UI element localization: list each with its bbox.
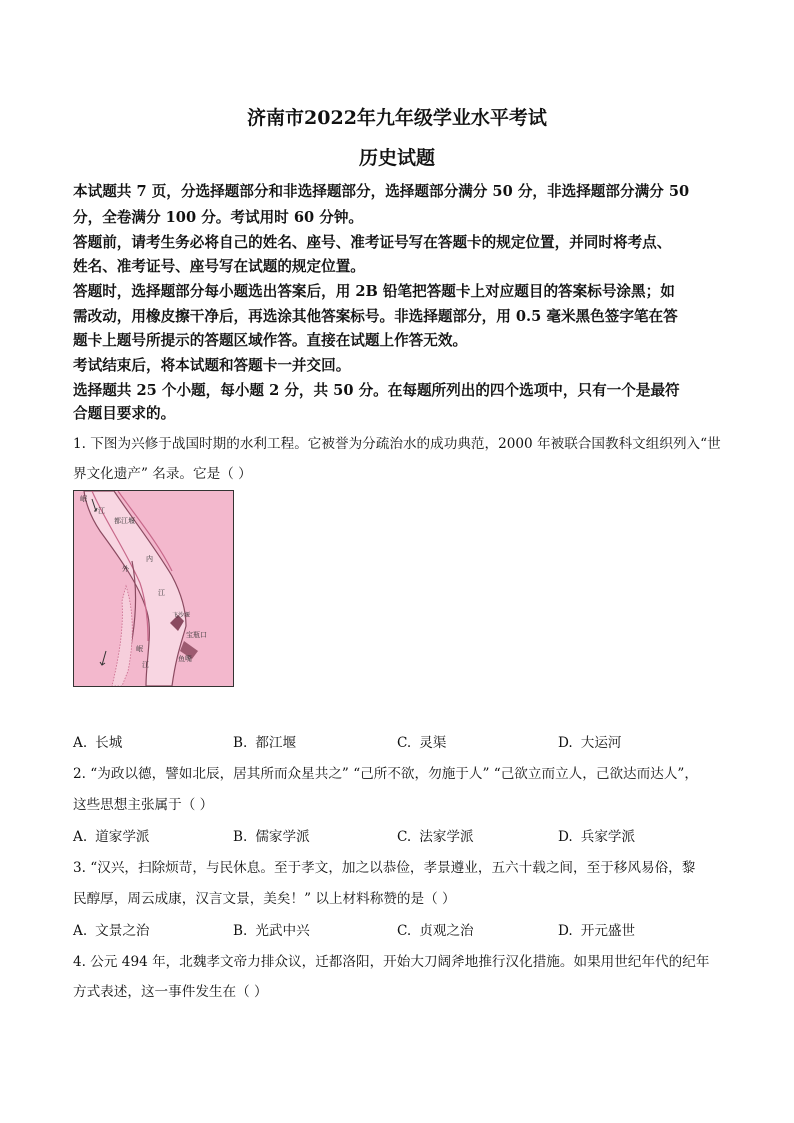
dujiangyan-map <box>73 490 234 687</box>
map-label-river: 江 <box>98 507 105 515</box>
option-b[interactable]: B. 光武中兴 <box>233 923 310 939</box>
option-d[interactable]: D. 兵家学派 <box>558 829 636 845</box>
question-4-text: 方式表述，这一事件发生在（ ） <box>73 984 268 1000</box>
map-label-outer: 外 <box>122 565 129 573</box>
instruction-line: 考试结束后，将本试题和答题卡一并交回。 <box>73 357 351 374</box>
option-d[interactable]: D. 开元盛世 <box>558 923 636 939</box>
instruction-line: 需改动，用橡皮擦干净后，再选涂其他答案标号。非选择题部分，用 0.5 毫米黑色签字笔在答 <box>73 308 678 325</box>
question-3-text: 3. “汉兴，扫除烦苛，与民休息。至于孝文，加之以恭俭，孝景遵业，五六十载之间，至于移风易俗，黎 <box>73 860 696 876</box>
question-2-text: 2. “为政以德，譬如北辰，居其所而众星共之” “己所不欲，勿施于人” “己欲立而立人，己欲达而达人”， <box>73 766 698 782</box>
map-label-min-river: 岷 <box>136 645 143 653</box>
option-c[interactable]: C. 灵渠 <box>397 735 447 751</box>
exam-title: 济南市2022年九年级学业水平考试 <box>247 107 547 129</box>
map-label-min-river: 岷 <box>80 495 87 503</box>
option-b[interactable]: B. 儒家学派 <box>233 829 310 845</box>
option-d[interactable]: D. 大运河 <box>558 735 622 751</box>
instruction-line: 题卡上题号所提示的答题区域作答。直接在试题上作答无效。 <box>73 332 468 349</box>
option-b[interactable]: B. 都江堰 <box>233 735 297 751</box>
option-a[interactable]: A. 文景之治 <box>73 923 150 939</box>
instruction-line: 本试题共 7 页，分选择题部分和非选择题部分，选择题部分满分 50 分，非选择题部分满分 50 <box>73 183 690 200</box>
option-c[interactable]: C. 贞观之治 <box>397 923 474 939</box>
question-1-text: 界文化遗产” 名录。它是（ ） <box>73 466 252 482</box>
map-label-dujiangyan: 都江堰 <box>114 517 135 525</box>
map-label-inner: 内 <box>146 555 153 563</box>
map-label-baoping: 宝瓶口 <box>186 631 207 639</box>
instruction-line: 姓名、准考证号、座号写在试题的规定位置。 <box>73 258 365 275</box>
question-4-text: 4. 公元 494 年，北魏孝文帝力排众议，迁都洛阳，开始大刀阔斧地推行汉化措施。如果用世纪年代的纪年 <box>73 954 710 970</box>
option-c[interactable]: C. 法家学派 <box>397 829 474 845</box>
question-1-text: 1. 下图为兴修于战国时期的水利工程。它被誉为分疏治水的成功典范，2000 年被联合国教科文组织列入“世 <box>73 436 721 452</box>
instruction-line: 答题前，请考生务必将自己的姓名、座号、准考证号写在答题卡的规定位置，并同时将考点、 <box>73 234 672 251</box>
option-a[interactable]: A. 道家学派 <box>73 829 150 845</box>
option-a[interactable]: A. 长城 <box>73 735 123 751</box>
instruction-line: 分，全卷满分 100 分。考试用时 60 分钟。 <box>73 209 364 226</box>
map-label-feisha: 飞沙堰 <box>172 612 191 619</box>
map-label-yuzui: 鱼嘴 <box>178 655 192 663</box>
instruction-line: 选择题共 25 个小题，每小题 2 分，共 50 分。在每题所列出的四个选项中，只有一个是最符 <box>73 382 680 399</box>
map-label-river: 江 <box>158 589 165 597</box>
map-label-river: 江 <box>142 661 149 669</box>
question-3-text: 民醇厚，周云成康，汉言文景，美矣！” 以上材料称赞的是（ ） <box>73 891 456 907</box>
question-2-text: 这些思想主张属于（ ） <box>73 797 214 813</box>
instruction-line: 答题时，选择题部分每小题选出答案后，用 2B 铅笔把答题卡上对应题目的答案标号涂黑；如 <box>73 283 675 300</box>
instruction-line: 合题目要求的。 <box>73 405 176 422</box>
exam-subtitle: 历史试题 <box>358 147 435 169</box>
map-figure <box>74 491 233 686</box>
